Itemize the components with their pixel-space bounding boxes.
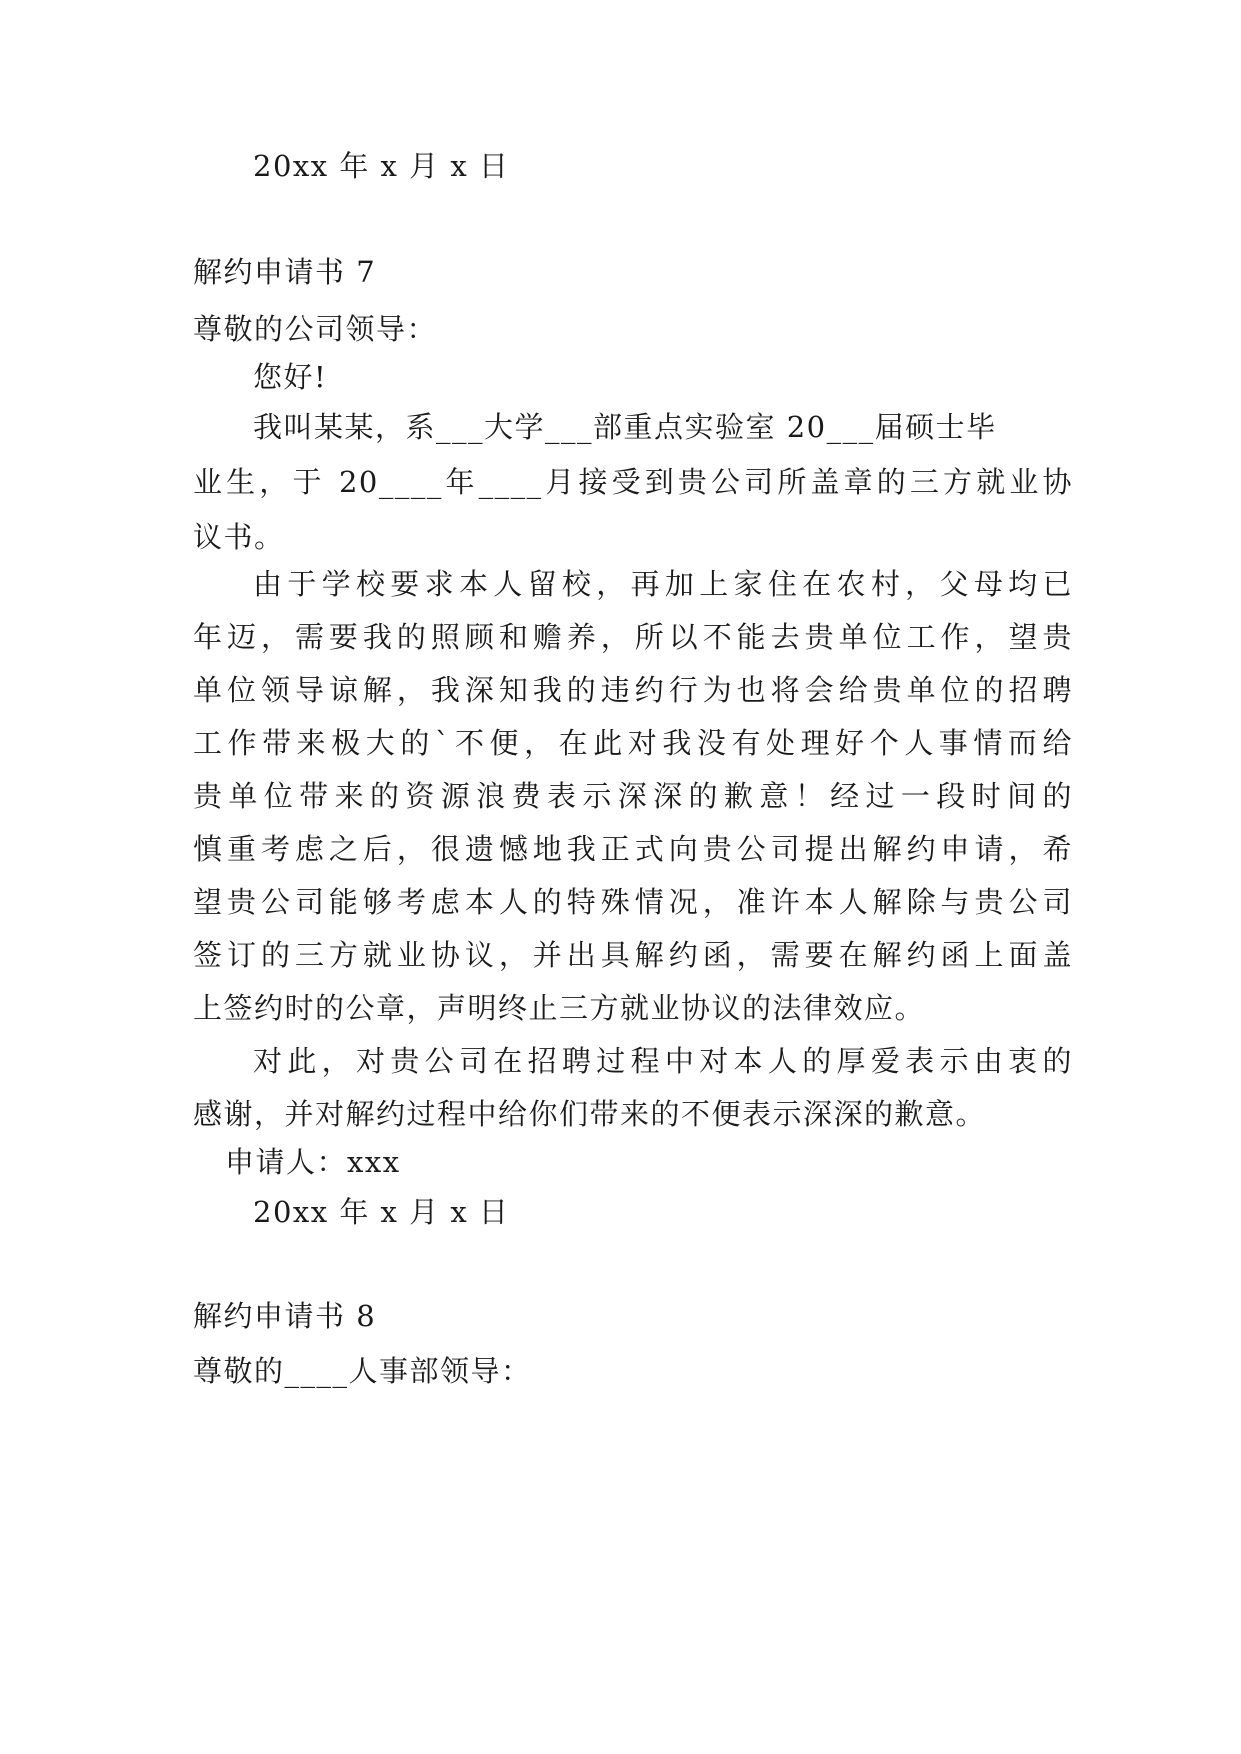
section-7-greeting: 您好! [253, 360, 328, 394]
para3-line-1: 对此，对贵公司在招聘过程中对本人的厚爱表示由衷的 [253, 1044, 1073, 1078]
para2-line-8: 签订的三方就业协议，并出具解约函，需要在解约函上面盖 [193, 938, 1073, 972]
para2-line-7: 望贵公司能够考虑本人的特殊情况，准许本人解除与贵公司 [193, 885, 1073, 919]
para1-line-1: 我叫某某，系___大学___部重点实验室 20___届硕士毕 [253, 410, 997, 444]
para2-line-4: 工作带来极大的`不便，在此对我没有处理好个人事情而给 [193, 726, 1073, 760]
date-line-top: 20xx 年 x 月 x 日 [253, 149, 510, 183]
para2-line-2: 年迈，需要我的照顾和赡养，所以不能去贵单位工作，望贵 [193, 620, 1073, 654]
para3-line-2: 感谢，并对解约过程中给你们带来的不便表示深深的歉意。 [193, 1097, 987, 1131]
section-8-title: 解约申请书 8 [193, 1299, 377, 1333]
section-7-title: 解约申请书 7 [193, 255, 377, 289]
section-7-salutation: 尊敬的公司领导： [193, 312, 438, 346]
para1-line-3: 议书。 [193, 520, 285, 554]
para2-line-3: 单位领导谅解，我深知我的违约行为也将会给贵单位的招聘 [193, 673, 1073, 707]
para1-line-2: 业生，于 20____年____月接受到贵公司所盖章的三方就业协 [193, 465, 1073, 499]
para2-line-6: 慎重考虑之后，很遗憾地我正式向贵公司提出解约申请，希 [193, 832, 1073, 866]
date-line-7: 20xx 年 x 月 x 日 [253, 1195, 510, 1229]
applicant-line: 申请人：xxx [225, 1145, 401, 1179]
para2-line-1: 由于学校要求本人留校，再加上家住在农村，父母均已 [253, 567, 1073, 601]
section-8-salutation: 尊敬的____人事部领导： [193, 1354, 532, 1388]
para2-line-5: 贵单位带来的资源浪费表示深深的歉意！经过一段时间的 [193, 779, 1073, 813]
para2-line-9: 上签约时的公章，声明终止三方就业协议的法律效应。 [193, 991, 926, 1025]
